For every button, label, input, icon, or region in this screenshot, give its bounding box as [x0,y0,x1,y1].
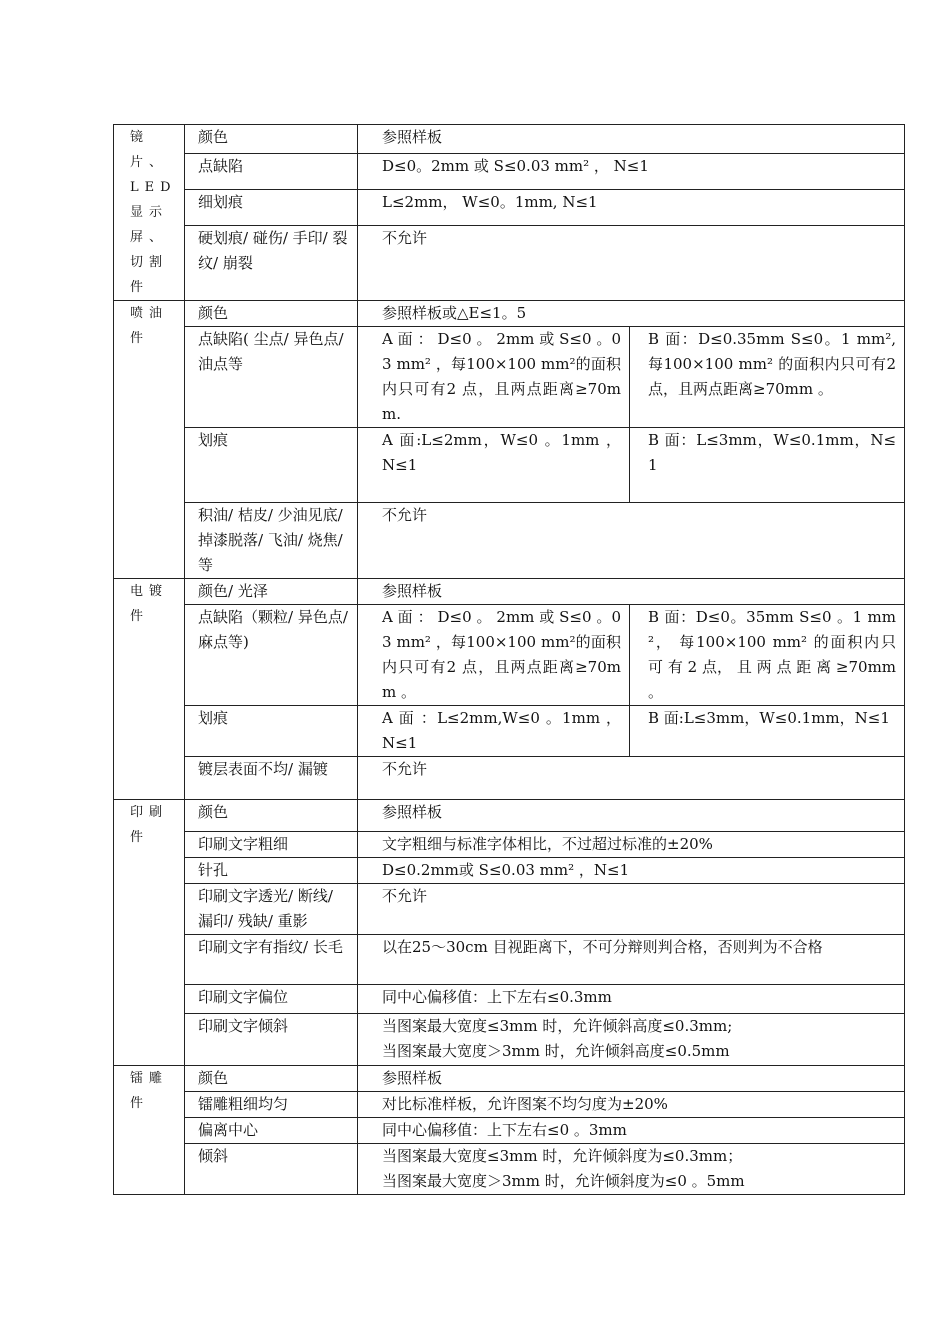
table-row [114,327,905,428]
spec-cell: 不允许 [358,225,905,300]
table-row [114,1144,905,1195]
table-row [114,858,905,884]
table-row [114,503,905,579]
category-cell: 电镀件 [114,579,185,800]
spec-cell: L≤2mm， W≤0。1mm, N≤1 [358,190,905,225]
item-cell: 倾斜 [185,1144,358,1195]
spec-b-cell: B 面：L≤3mm，W≤0.1mm，N≤1 [630,428,905,503]
table-row [114,605,905,706]
table-row [114,190,905,225]
spec-cell: 参照样板 [358,579,905,605]
spec-b-cell: B 面：D≤0.35mm S≤0。1 mm²,每100×100 mm² 的面积内只可有2点，且两点距离≥70mm 。 [630,327,905,428]
spec-a-cell: A 面 ： D≤0 。 2mm 或 S≤0 。03 mm² ，每100×100 mm²的面积内只可有2 点，且两点距离≥70mm 。 [358,605,630,706]
item-cell: 印刷文字偏位 [185,985,358,1014]
spec-cell: 不允许 [358,757,905,800]
category-cell: 镭雕件 [114,1066,185,1195]
category-cell: 印刷件 [114,800,185,1066]
item-cell: 镀层表面不均/ 漏镀 [185,757,358,800]
table-row [114,1118,905,1144]
inspection-standard-table [113,124,905,1195]
table-row [114,125,905,154]
table-row [114,1014,905,1066]
item-cell: 点缺陷( 尘点/ 异色点/ 油点等 [185,327,358,428]
item-cell: 针孔 [185,858,358,884]
table-row [114,832,905,858]
spec-a-cell: A 面:L≤2mm，W≤0 。1mm ，N≤1 [358,428,630,503]
table-row [114,706,905,757]
spec-cell: 对比标准样板，允许图案不均匀度为±20% [358,1092,905,1118]
spec-cell: 不允许 [358,884,905,935]
spec-cell: D≤0.2mm或 S≤0.03 mm² ，N≤1 [358,858,905,884]
spec-cell: 以在25～30cm 目视距离下，不可分辩则判合格，否则判为不合格 [358,935,905,985]
spec-cell: D≤0。2mm 或 S≤0.03 mm² ， N≤1 [358,154,905,190]
spec-a-cell: A 面 ： D≤0 。 2mm 或 S≤0 。03 mm² ，每100×100 mm²的面积内只可有2 点，且两点距离≥70mm. [358,327,630,428]
spec-cell: 同中心偏移值：上下左右≤0.3mm [358,985,905,1014]
item-cell: 点缺陷 [185,154,358,190]
spec-cell: 不允许 [358,503,905,579]
table-row [114,800,905,832]
item-cell: 颜色/ 光泽 [185,579,358,605]
item-cell: 印刷文字透光/ 断线/ 漏印/ 残缺/ 重影 [185,884,358,935]
spec-cell: 文字粗细与标准字体相比，不过超过标准的±20% [358,832,905,858]
table-row [114,884,905,935]
spec-cell: 参照样板 [358,125,905,154]
item-cell: 颜色 [185,1066,358,1092]
table-row [114,1066,905,1092]
spec-cell: 参照样板或△E≤1。5 [358,301,905,327]
item-cell: 镭雕粗细均匀 [185,1092,358,1118]
table-row [114,1092,905,1118]
item-cell: 印刷文字倾斜 [185,1014,358,1066]
spec-cell: 参照样板 [358,800,905,832]
item-cell: 颜色 [185,125,358,154]
item-cell: 点缺陷（颗粒/ 异色点/ 麻点等) [185,605,358,706]
spec-cell: 参照样板 [358,1066,905,1092]
item-cell: 划痕 [185,428,358,503]
spec-cell: 当图案最大宽度≤3mm 时，允许倾斜高度≤0.3mm; 当图案最大宽度＞3mm 时，允许倾斜高度≤0.5mm [358,1014,905,1066]
item-cell: 颜色 [185,800,358,832]
item-cell: 划痕 [185,706,358,757]
item-cell: 偏离中心 [185,1118,358,1144]
item-cell: 细划痕 [185,190,358,225]
spec-cell: 同中心偏移值：上下左右≤0 。3mm [358,1118,905,1144]
item-cell: 硬划痕/ 碰伤/ 手印/ 裂纹/ 崩裂 [185,225,358,300]
spec-cell: 当图案最大宽度≤3mm 时，允许倾斜度为≤0.3mm； 当图案最大宽度＞3mm 时，允许倾斜度为≤0 。5mm [358,1144,905,1195]
item-cell: 积油/ 桔皮/ 少油见底/ 掉漆脱落/ 飞油/ 烧焦/ 等 [185,503,358,579]
table-row [114,935,905,985]
table-row [114,154,905,190]
category-cell: 喷油件 [114,301,185,579]
spec-a-cell: A 面 ：L≤2mm,W≤0 。1mm ，N≤1 [358,706,630,757]
spec-b-cell: B 面:L≤3mm，W≤0.1mm，N≤1 [630,706,905,757]
item-cell: 印刷文字有指纹/ 长毛 [185,935,358,985]
table-row [114,757,905,800]
spec-b-cell: B 面：D≤0。35mm S≤0 。1 mm²， 每100×100 mm² 的面积内只 可 有 2 点， 且 两 点 距 离 ≥70mm 。 [630,605,905,706]
table-row [114,301,905,327]
category-cell: 镜片、LED显示屏、切割件 [114,125,185,301]
table-row [114,985,905,1014]
table-row [114,225,905,300]
table-row [114,428,905,503]
item-cell: 印刷文字粗细 [185,832,358,858]
item-cell: 颜色 [185,301,358,327]
table-row [114,579,905,605]
